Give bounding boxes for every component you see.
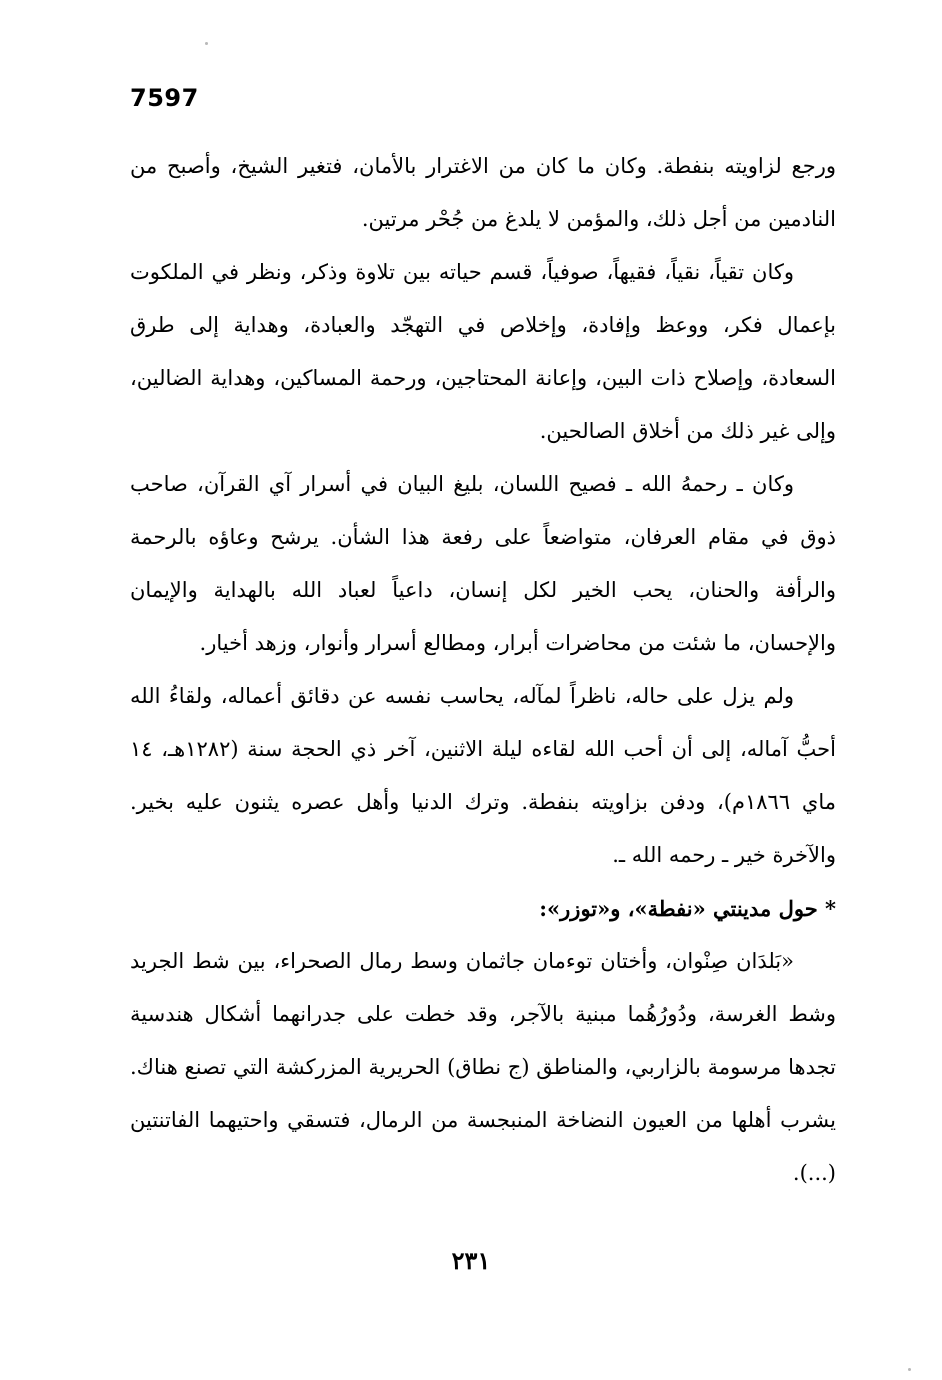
page-number: ٢٣١ [451,1246,491,1275]
paragraph: وكان تقياً، نقياً، فقيهاً، صوفياً، قسم حياته بين تلاوة وذكر، ونظر في الملكوت بإعمال فكر، ووعظ وإفادة، وإخلاص في التهجّد والعبادة، وهداية إلى طرق السعادة، وإصلاح ذات البين، وإعانة المحتاجين، ورحمة المساكين، وهداية الضالين، وإلى غير ذلك من أخلاق الصالحين. [130,260,836,443]
paragraph: ورجع لزاويته بنفطة. وكان ما كان من الاغترار بالأمان، فتغير الشيخ، وأصبح من النادمين من أجل ذلك، والمؤمن لا يلدغ من جُحْر مرتين. [130,154,836,231]
quote-paragraph: «بَلدَان صِنْوان، وأختان توءمان جاثمان وسط رمال الصحراء، بين شط الجريد وشط الغرسة، ودُورُهُما مبنية بالآجر، وقد خطت على جدرانهما أشكال هندسية تجدها مرسومة بالزاربي، والمناطق (ج نطاق) الحريرية المزركشة التي تصنع هناك. يشرب أهلها من العيون النضاخة المنبجسة من الرمال، فتسقي واحتيهما الفاتنتين (...). [130,949,836,1185]
scan-speck [205,42,208,45]
paragraph: وكان ـ رحمهُ الله ـ فصيح اللسان، بليغ البيان في أسرار آي القرآن، صاحب ذوق في مقام العرفان، متواضعاً على رفعة هذا الشأن. يرشح وعاؤه بالرحمة والرأفة والحنان، يحب الخير لكل إنسان، داعياً لعباد الله بالهداية والإيمان والإحسان، ما شئت من محاضرات أبرار، ومطالع أسرار وأنوار، وزهد أخيار. [130,472,836,655]
body-text [130,140,836,1200]
document-number: 7597 [130,84,199,112]
paragraph: ولم يزل على حاله، ناظراً لمآله، يحاسب نفسه عن دقائق أعماله، ولقاءُ الله أحبُّ آماله، إلى أن أحب الله لقاءه ليلة الاثنين، آخر ذي الحجة سنة (١٢٨٢هـ، ١٤ ماي ١٨٦٦م)، ودفن بزاويته بنفطة. وترك الدنيا وأهل عصره يثنون عليه بخير. والآخرة خير ـ رحمه الله ـ. [130,684,836,867]
scan-speck [908,1368,911,1371]
section-heading: * حول مدينتي «نفطة»، و«توزر»: [539,896,836,921]
